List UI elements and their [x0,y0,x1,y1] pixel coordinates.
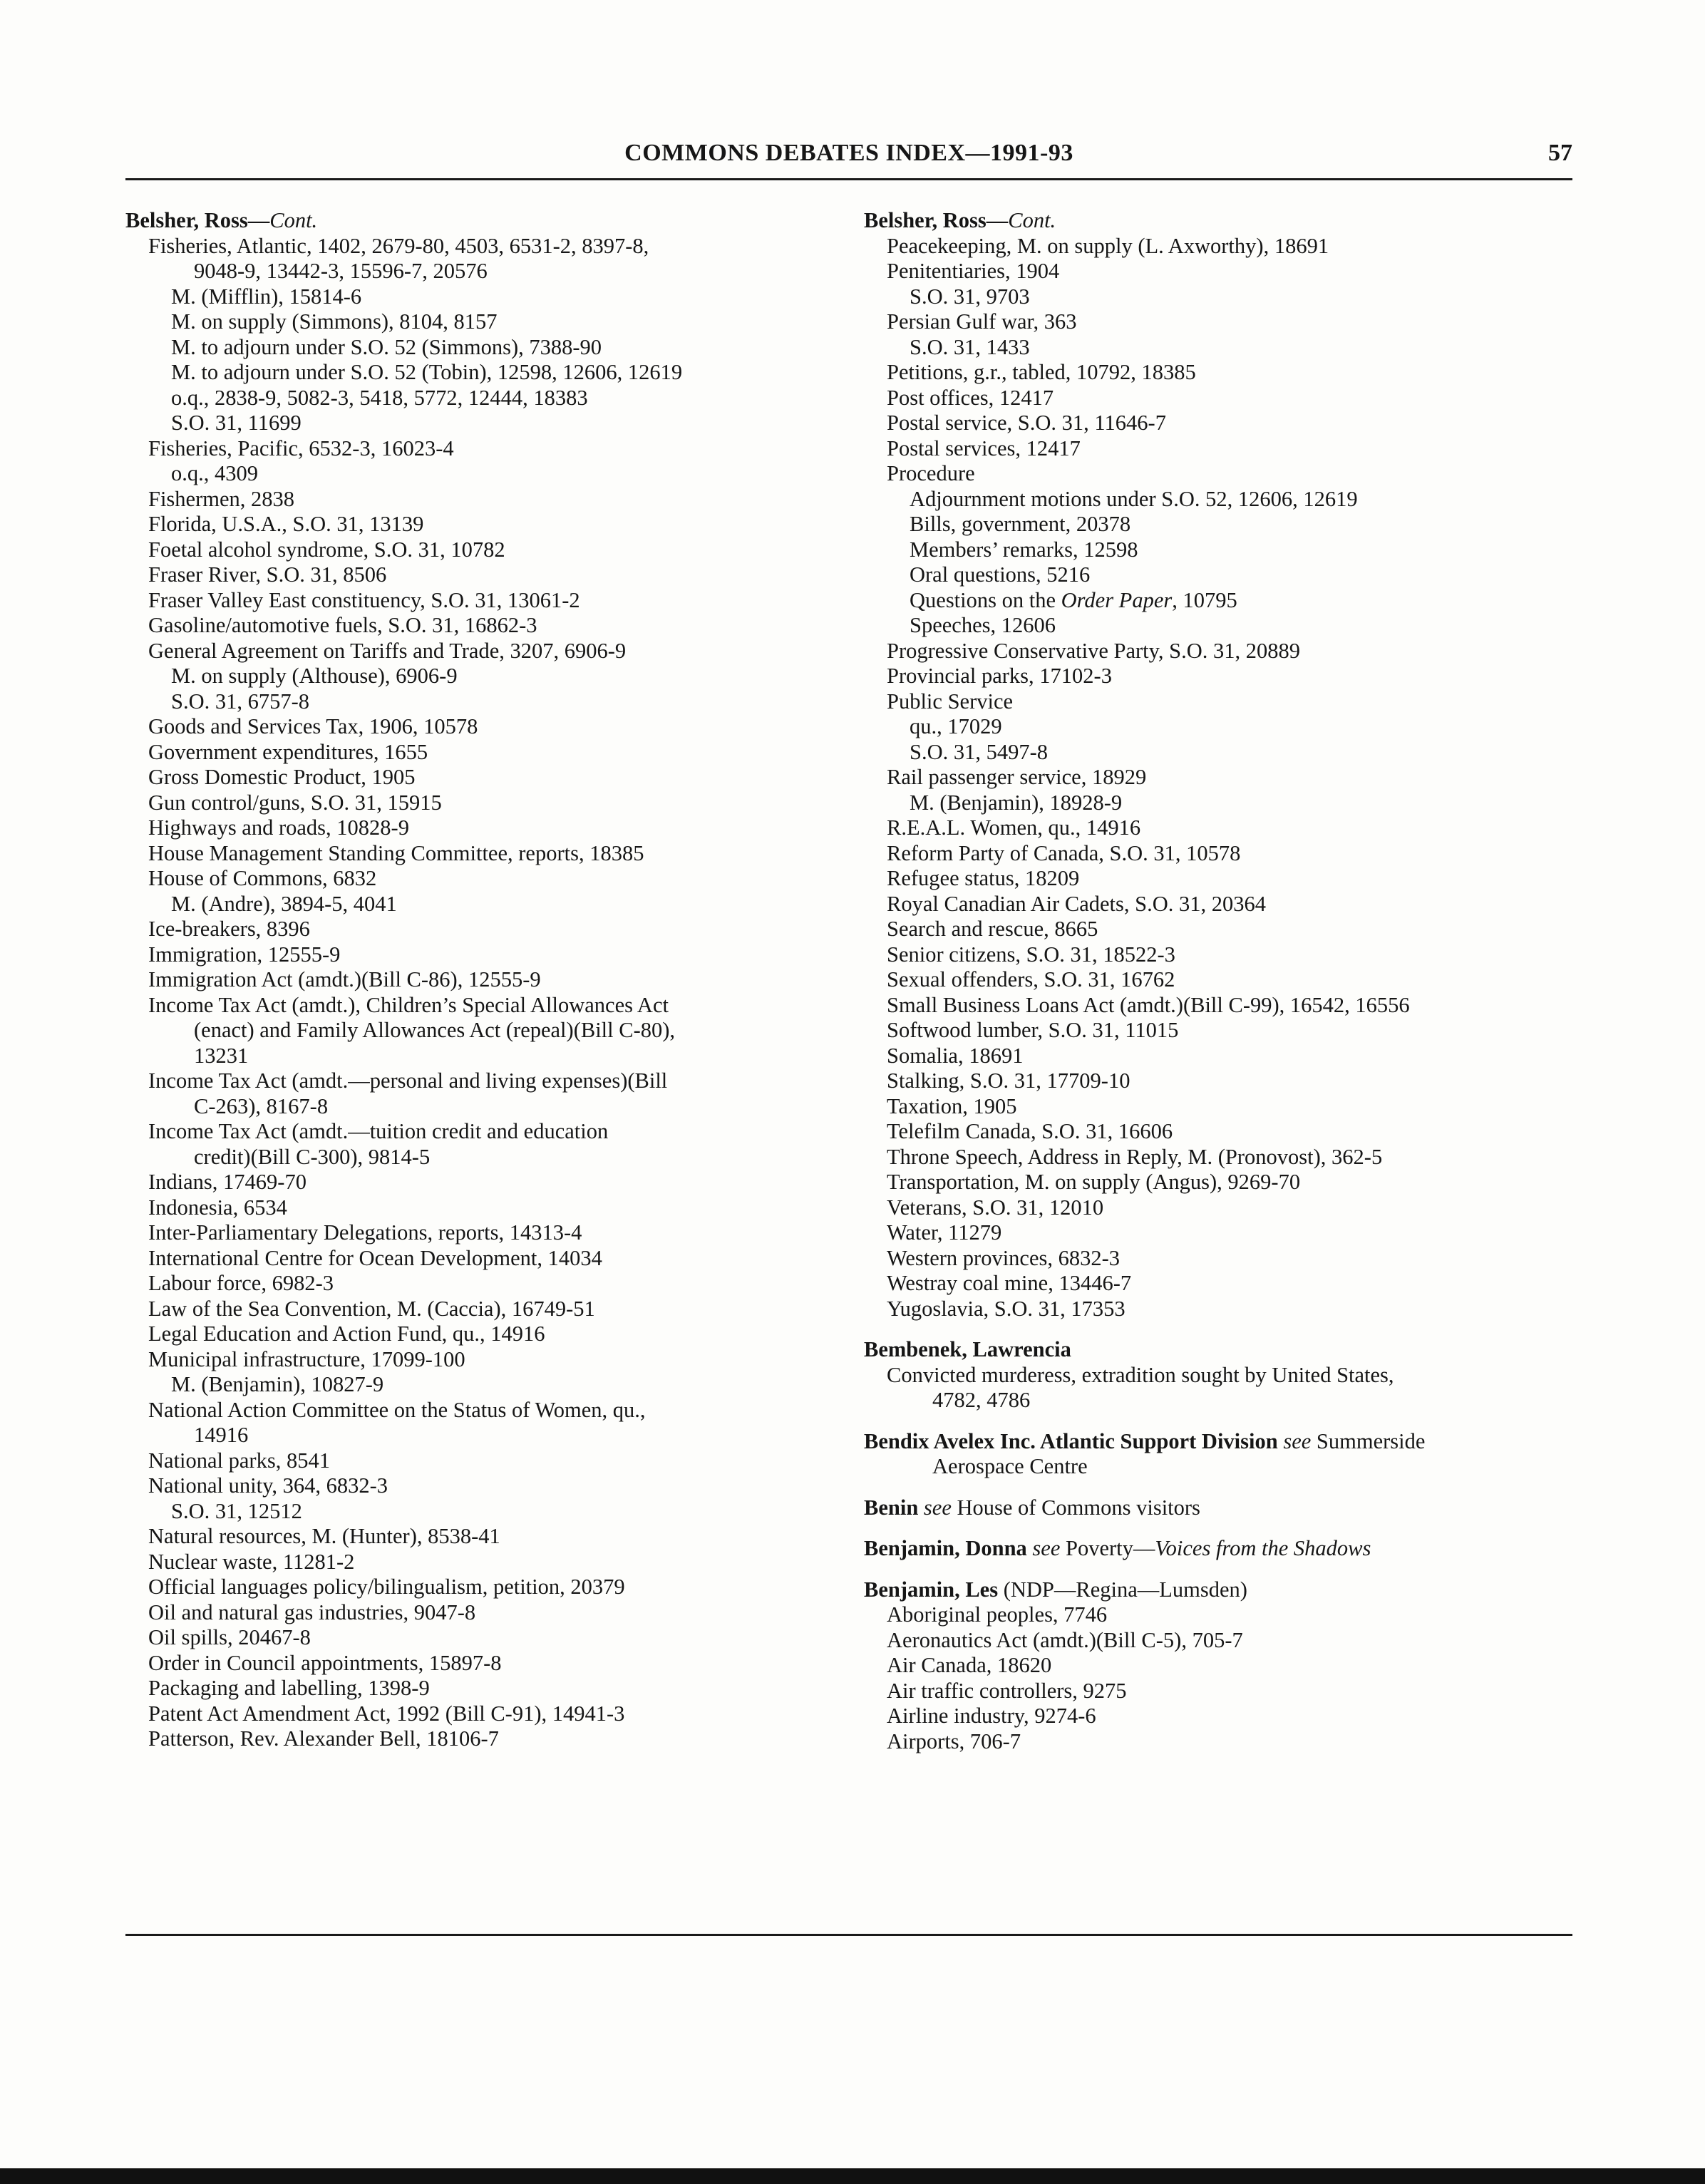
index-entry [125,1119,838,1145]
index-entry [864,386,1577,411]
entry-text: M. (Andre), 3894-5, 4041 [171,891,397,916]
entry-text: Packaging and labelling, 1398-9 [148,1676,430,1700]
entry-text: M. (Benjamin), 10827-9 [171,1372,384,1396]
index-entry [864,1363,1577,1389]
entry-text: Western provinces, 6832-3 [887,1245,1121,1270]
entry-text: Softwood lumber, S.O. 31, 11015 [887,1018,1179,1042]
entry-text: Postal service, S.O. 31, 11646-7 [887,411,1166,435]
index-entry [864,1628,1577,1654]
index-entry [864,689,1577,715]
entry-text: House of Commons, 6832 [148,866,377,890]
index-entry [125,1297,838,1322]
entry-text: credit)(Bill C-300), 9814-5 [194,1144,431,1169]
index-entry [125,1170,838,1195]
index-entry [864,1018,1577,1044]
index-entry [864,993,1577,1019]
footer-rule [125,1934,1572,1936]
index-continuation [864,1388,1577,1413]
entry-text: Senior citizens, S.O. 31, 18522-3 [887,942,1175,967]
italic-text: see [1032,1536,1061,1560]
entry-text: General Agreement on Tariffs and Trade, 3207, 6906-9 [148,638,627,663]
running-title: COMMONS DEBATES INDEX—1991-93 [624,140,1073,166]
entry-text: Rail passenger service, 18929 [887,765,1147,789]
entry-text: S.O. 31, 6757-8 [171,689,310,714]
entry-text: Small Business Loans Act (amdt.)(Bill C-99), 16542, 16556 [887,992,1410,1017]
entry-text: Progressive Conservative Party, S.O. 31, 20889 [887,638,1301,663]
index-subentry [864,790,1577,816]
index-column-right [864,208,1577,1754]
index-subentry [125,892,838,917]
index-entry [864,1094,1577,1120]
index-entry [864,639,1577,664]
entry-text: Reform Party of Canada, S.O. 31, 10578 [887,840,1241,865]
entry-text: S.O. 31, 9703 [910,284,1030,309]
index-entry [864,967,1577,993]
entry-text: Belsher, Ross— [125,208,270,232]
entry-text: Provincial parks, 17102-3 [887,664,1112,688]
entry-text: Florida, U.S.A., S.O. 31, 13139 [148,512,424,536]
index-entry [864,1068,1577,1094]
index-entry [125,234,838,259]
index-entry [125,942,838,968]
index-entry [864,892,1577,917]
italic-text: Cont. [1008,208,1056,232]
entry-text: Peacekeeping, M. on supply (L. Axworthy), 18691 [887,233,1329,258]
entry-text: (NDP—Regina—Lumsden) [1003,1577,1247,1602]
entry-text: Telefilm Canada, S.O. 31, 16606 [887,1119,1173,1143]
entry-text: Refugee status, 18209 [887,866,1080,890]
index-subentry [864,714,1577,740]
entry-text: Stalking, S.O. 31, 17709-10 [887,1068,1130,1093]
index-column-left [125,208,838,1752]
entry-text: Fishermen, 2838 [148,486,295,511]
entry-text: Convicted murderess, extradition sought by United States, [887,1362,1394,1387]
entry-text: Questions on the [910,587,1061,612]
entry-text: Bills, government, 20378 [910,512,1131,536]
entry-text: Income Tax Act (amdt.—personal and living expenses)(Bill [148,1068,668,1093]
index-entry [125,1726,838,1752]
index-entry [125,967,838,993]
entry-text: Oil and natural gas industries, 9047-8 [148,1600,476,1624]
index-entry [125,740,838,766]
index-entry [864,1271,1577,1297]
entry-text: Order in Council appointments, 15897-8 [148,1650,502,1675]
entry-text: Somalia, 18691 [887,1043,1024,1068]
entry-text: (enact) and Family Allowances Act (repeal)(Bill C-80), [194,1018,676,1042]
index-entry [125,1651,838,1676]
entry-text: Immigration, 12555-9 [148,942,341,967]
entry-text: Fraser Valley East constituency, S.O. 31, 13061-2 [148,587,580,612]
index-entry [864,765,1577,790]
entry-text: Benin [864,1495,924,1520]
index-entry [125,537,838,563]
index-subentry [125,360,838,386]
entry-text: Air traffic controllers, 9275 [887,1678,1127,1703]
index-entry [125,993,838,1019]
index-subentry [125,689,838,715]
index-entry [864,815,1577,841]
entry-text: R.E.A.L. Women, qu., 14916 [887,815,1141,840]
entry-text: Gasoline/automotive fuels, S.O. 31, 16862-3 [148,613,537,637]
entry-text: Income Tax Act (amdt.), Children’s Special Allowances Act [148,992,669,1017]
entry-text: o.q., 4309 [171,461,258,485]
index-entry [125,613,838,639]
index-subentry [125,335,838,361]
entry-text: International Centre for Ocean Development, 14034 [148,1245,602,1270]
index-entry [864,1653,1577,1679]
index-entry [125,1676,838,1701]
entry-text: Aeronautics Act (amdt.)(Bill C-5), 705-7 [887,1627,1243,1652]
index-entry [125,1246,838,1272]
entry-text: Members’ remarks, 12598 [910,537,1138,562]
entry-text: Search and rescue, 8665 [887,917,1098,941]
entry-text: C-263), 8167-8 [194,1093,329,1118]
index-entry [864,461,1577,487]
index-entry [864,234,1577,259]
entry-text: Speeches, 12606 [910,613,1056,637]
scan-edge-band [0,2168,1705,2184]
entry-text: National parks, 8541 [148,1448,330,1473]
index-continuation [125,1094,838,1120]
index-subentry [864,512,1577,537]
index-entry [125,815,838,841]
index-entry [864,1246,1577,1272]
entry-text: Penitentiaries, 1904 [887,259,1060,283]
index-continuation [125,1018,838,1044]
entry-text: Fraser River, S.O. 31, 8506 [148,562,387,587]
index-entry [864,1729,1577,1755]
index-subentry [864,588,1577,614]
entry-text: Aerospace Centre [932,1454,1088,1478]
entry-text: Oral questions, 5216 [910,562,1091,587]
index-entry [125,866,838,892]
entry-text: House of Commons visitors [951,1495,1200,1520]
index-subentry [864,613,1577,639]
entry-text: Nuclear waste, 11281-2 [148,1549,355,1574]
index-entry [125,1575,838,1600]
index-entry [125,639,838,664]
entry-text: Goods and Services Tax, 1906, 10578 [148,714,478,738]
index-entry [125,512,838,537]
entry-text: M. (Benjamin), 18928-9 [910,790,1123,815]
index-entry [864,1220,1577,1246]
index-entry [864,917,1577,942]
index-entry [125,487,838,512]
index-continuation [125,1423,838,1448]
entry-text: Aboriginal peoples, 7746 [887,1602,1108,1627]
index-entry [125,1195,838,1221]
entry-text: Official languages policy/bilingualism, petition, 20379 [148,1575,625,1599]
entry-text: 9048-9, 13442-3, 15596-7, 20576 [194,259,488,283]
entry-text: Yugoslavia, S.O. 31, 17353 [887,1296,1125,1321]
entry-text: S.O. 31, 1433 [910,334,1030,359]
entry-text: Ice-breakers, 8396 [148,917,310,941]
entry-text: Indonesia, 6534 [148,1195,287,1220]
entry-text: , 10795 [1172,587,1237,612]
entry-text: Highways and roads, 10828-9 [148,815,409,840]
index-entry [864,1044,1577,1069]
index-entry [864,1195,1577,1221]
entry-text: qu., 17029 [910,714,1002,738]
entry-text: o.q., 2838-9, 5082-3, 5418, 5772, 12444, 18383 [171,385,588,410]
entry-text: Municipal infrastructure, 17099-100 [148,1346,465,1371]
entry-text: Belsher, Ross— [864,208,1009,232]
entry-text: M. (Mifflin), 15814-6 [171,284,362,309]
index-subentry [864,740,1577,766]
index-entry [125,1448,838,1474]
index-entry [864,1602,1577,1628]
entry-text: Bendix Avelex Inc. Atlantic Support Division [864,1428,1284,1453]
entry-text: 4782, 4786 [932,1388,1031,1412]
entry-text: S.O. 31, 11699 [171,411,302,435]
entry-text: Benjamin, Donna [864,1536,1033,1560]
index-continuation [125,259,838,284]
index-subentry [125,1372,838,1398]
index-subentry [125,386,838,411]
entry-text: House Management Standing Committee, reports, 18385 [148,840,644,865]
entry-text: Natural resources, M. (Hunter), 8538-41 [148,1524,500,1548]
entry-text: Sexual offenders, S.O. 31, 16762 [887,967,1175,991]
entry-text: S.O. 31, 12512 [171,1498,302,1523]
entry-text: Fisheries, Atlantic, 1402, 2679-80, 4503, 6531-2, 8397-8, [148,233,649,258]
index-entry [125,1550,838,1575]
italic-text: Voices from the Shadows [1155,1536,1371,1560]
index-heading [864,1337,1577,1363]
entry-text: Westray coal mine, 13446-7 [887,1271,1132,1295]
index-entry [864,1679,1577,1704]
entry-text: Patent Act Amendment Act, 1992 (Bill C-91), 14941-3 [148,1701,625,1726]
entry-text: Oil spills, 20467-8 [148,1625,311,1649]
index-subentry [125,664,838,689]
entry-text: Legal Education and Action Fund, qu., 14916 [148,1322,545,1346]
index-entry [125,1220,838,1246]
index-entry [125,436,838,462]
entry-text: S.O. 31, 5497-8 [910,739,1049,764]
entry-text: M. on supply (Althouse), 6906-9 [171,664,458,688]
entry-text: Immigration Act (amdt.)(Bill C-86), 12555-9 [148,967,541,991]
entry-text: Postal services, 12417 [887,436,1081,460]
index-subentry [125,411,838,436]
entry-text: Petitions, g.r., tabled, 10792, 18385 [887,360,1196,384]
entry-text: Transportation, M. on supply (Angus), 9269-70 [887,1170,1301,1194]
entry-text: Patterson, Rev. Alexander Bell, 18106-7 [148,1726,499,1751]
index-entry [125,790,838,816]
index-entry [864,411,1577,436]
index-subentry [125,284,838,310]
index-entry [864,866,1577,892]
entry-text: Throne Speech, Address in Reply, M. (Pronovost), 362-5 [887,1144,1383,1169]
entry-text: M. to adjourn under S.O. 52 (Simmons), 7388-90 [171,334,602,359]
entry-text: Income Tax Act (amdt.—tuition credit and education [148,1119,609,1143]
entry-text: Taxation, 1905 [887,1093,1017,1118]
index-entry [125,1322,838,1347]
index-heading [864,1429,1577,1455]
index-entry [864,259,1577,284]
index-entry [125,1625,838,1651]
italic-text: Cont. [269,208,318,232]
index-continuation [125,1145,838,1170]
index-heading [864,1536,1577,1562]
entry-text: Summerside [1311,1428,1426,1453]
index-subentry [125,461,838,487]
entry-text: Poverty— [1060,1536,1155,1560]
entry-text: Gun control/guns, S.O. 31, 15915 [148,790,442,815]
index-entry [125,562,838,588]
entry-text: Water, 11279 [887,1220,1002,1245]
index-subentry [864,487,1577,512]
index-heading [125,208,838,234]
entry-text: National unity, 364, 6832-3 [148,1473,388,1498]
italic-text: see [1283,1428,1312,1453]
index-subentry [125,309,838,335]
entry-text: Fisheries, Pacific, 6532-3, 16023-4 [148,436,454,460]
index-subentry [864,335,1577,361]
index-entry [864,942,1577,968]
entry-text: 14916 [194,1423,249,1447]
index-entry [125,588,838,614]
entry-text: Government expenditures, 1655 [148,739,428,764]
page-number: 57 [1548,140,1572,166]
entry-text: Persian Gulf war, 363 [887,309,1077,334]
entry-text: Air Canada, 18620 [887,1653,1052,1677]
index-continuation [125,1044,838,1069]
entry-text: Bembenek, Lawrencia [864,1337,1071,1361]
index-entry [125,1271,838,1297]
index-entry [864,309,1577,335]
entry-text: Law of the Sea Convention, M. (Caccia), 16749-51 [148,1296,595,1321]
entry-text: M. on supply (Simmons), 8104, 8157 [171,309,498,334]
index-continuation [864,1454,1577,1480]
index-entry [125,1068,838,1094]
entry-text: Benjamin, Les [864,1577,1004,1602]
index-subentry [864,537,1577,563]
index-entry [125,765,838,790]
index-entry [125,1347,838,1373]
index-entry [864,360,1577,386]
entry-text: National Action Committee on the Status of Women, qu., [148,1397,646,1422]
entry-text: Procedure [887,461,975,485]
index-subentry [125,1499,838,1525]
index-entry [864,436,1577,462]
entry-text: Veterans, S.O. 31, 12010 [887,1195,1104,1220]
index-entry [864,1704,1577,1729]
index-entry [864,1119,1577,1145]
entry-text: Royal Canadian Air Cadets, S.O. 31, 20364 [887,891,1267,916]
index-entry [125,1600,838,1626]
index-heading [864,208,1577,234]
entry-text: Airports, 706-7 [887,1729,1021,1753]
index-entry [864,1170,1577,1195]
index-heading [864,1577,1577,1603]
entry-text: Labour force, 6982-3 [148,1271,334,1295]
index-entry [125,841,838,867]
index-entry [864,664,1577,689]
index-entry [125,1524,838,1550]
index-entry [125,917,838,942]
index-entry [125,1398,838,1423]
entry-text: 13231 [194,1043,249,1068]
index-entry [125,1473,838,1499]
entry-text: Foetal alcohol syndrome, S.O. 31, 10782 [148,537,505,562]
entry-text: Inter-Parliamentary Delegations, reports, 14313-4 [148,1220,582,1245]
entry-text: Airline industry, 9274-6 [887,1704,1096,1728]
index-entry [125,1701,838,1727]
index-heading [864,1495,1577,1521]
entry-text: Gross Domestic Product, 1905 [148,765,416,789]
entry-text: Public Service [887,689,1014,714]
entry-text: M. to adjourn under S.O. 52 (Tobin), 12598, 12606, 12619 [171,360,683,384]
index-entry [864,1145,1577,1170]
entry-text: Adjournment motions under S.O. 52, 12606, 12619 [910,486,1358,511]
index-entry [864,1297,1577,1322]
entry-text: Post offices, 12417 [887,385,1054,410]
index-entry [125,714,838,740]
italic-text: Order Paper [1061,587,1173,612]
page-header [125,137,1572,180]
index-subentry [864,284,1577,310]
index-subentry [864,562,1577,588]
italic-text: see [923,1495,952,1520]
index-entry [864,841,1577,867]
entry-text: Indians, 17469-70 [148,1170,307,1194]
